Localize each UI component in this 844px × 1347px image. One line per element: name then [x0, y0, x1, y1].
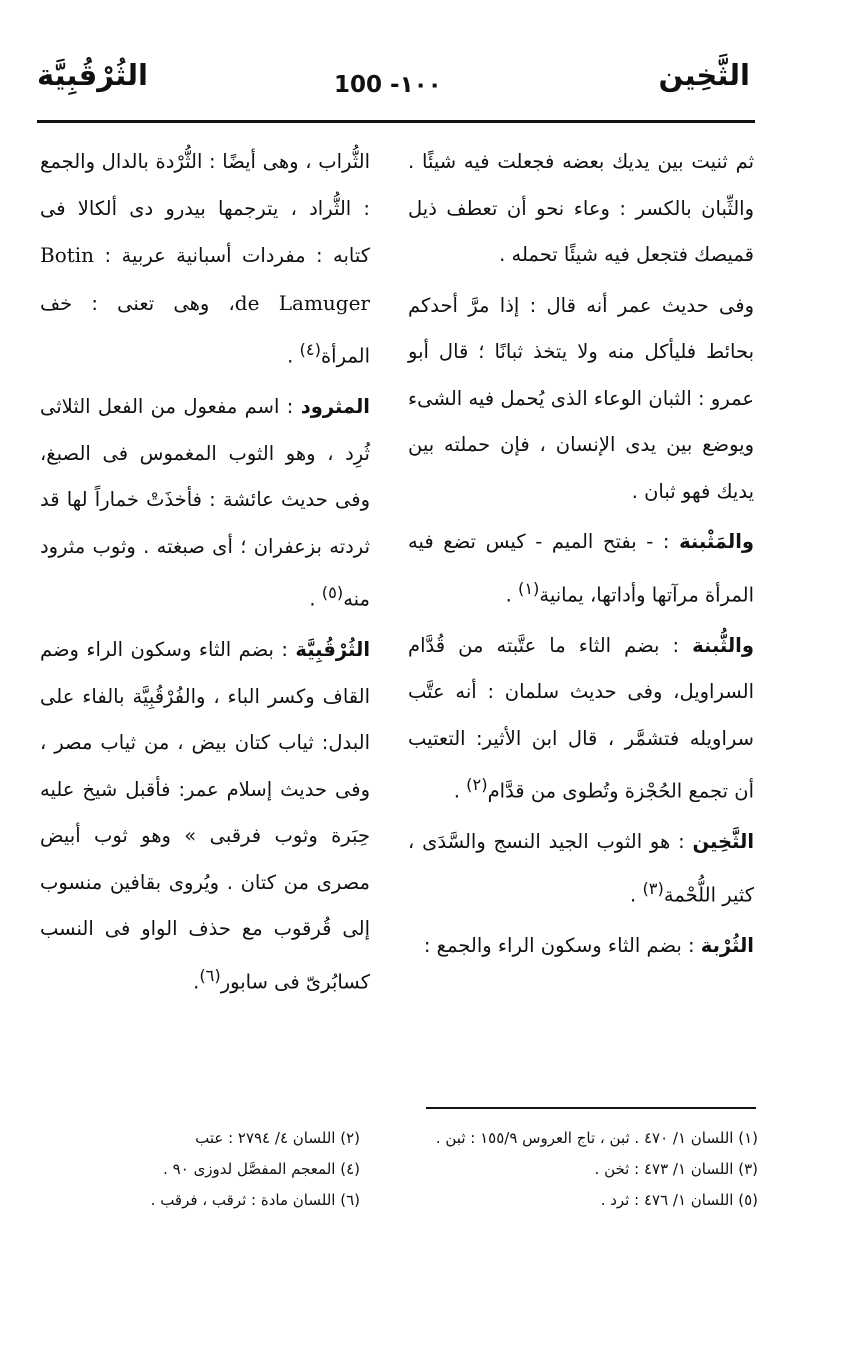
- footnote-ref: (٣): [642, 878, 664, 898]
- entry-term: المثرود: [300, 395, 370, 418]
- footnote-divider: [426, 1107, 756, 1109]
- footnote: (٢) اللسان ٤/ ٢٧٩٤ : عتب: [195, 1129, 360, 1147]
- footnotes-left: [151, 1123, 360, 1216]
- entry-term: والمَثْبنة: [679, 530, 754, 553]
- entry: [408, 623, 754, 816]
- footnote: (١) اللسان ١/ ٤٧٠ . ثبن ، تاج العروس ١٥٥/٩ : ثبن .: [435, 1129, 758, 1147]
- entry-term: والثُّبنة: [692, 633, 754, 657]
- paragraph-text: وفى حديث عمر أنه قال : إذا مرَّ أحدكم بحائط فليأكل منه ولا يتخذ ثبانًا ؛ قال أبو عمرو : الثبان الوعاء الذى يُحمل فيه الشىء ويوضع بين يدى الإنسان ، فإن حملته بين يديك فهو ثبان .: [408, 293, 754, 503]
- footnote-ref: (٥): [321, 583, 344, 602]
- entry-text: : بضم الثاء ما عتَّبته من قُدَّام السراويل، وفى حديث سلمان : أنه عتَّب سراويله فتشمَّر ، قال ابن الأثير: التعتيب أن تجمع الحُجْزة وتُطوى من قدَّام: [408, 633, 754, 803]
- punctuation: .: [193, 970, 200, 993]
- latin-phrase: Botin de Lamuger: [40, 243, 370, 315]
- paragraph-text: الثُّراب ، وهى أيضًا : الثُّرْدة بالدال والجمع : الثُّراد ، يترجمها بيدرو دى ألكالا فى كتابه : مفردات أسبانية عربية :: [40, 150, 370, 267]
- footnote-ref: (٢): [466, 775, 488, 794]
- punctuation: .: [630, 883, 643, 906]
- footnote-ref: (٤): [299, 340, 321, 359]
- entry: [40, 627, 370, 1006]
- paragraph-text: ، وهى تعنى : خف المرأة: [40, 291, 370, 368]
- header-term-right: الثَّخِين: [658, 58, 750, 92]
- footnote: (٤) المعجم المفصَّل لدوزى ٩٠ .: [163, 1160, 360, 1178]
- header-divider: [37, 120, 755, 123]
- entry-text: : بضم الثاء وسكون الراء والجمع :: [423, 933, 695, 957]
- entry-text: : بضم الثاء وسكون الراء وضم القاف وكسر الباء ، والفُرْقُبِيَّة بالفاء على البدل: ثياب كتان بيض ، من ثياب مصر ، وفى حديث إسلام عمر: فأقبل شيخ عليه حِبَرة وثوب فرقبى » وهو ثوب أبيض مصرى من كتان . ويُروى بقافين منسوب إلى قُرقوب مع حذف الواو فى النسب كسابُرىّ فى سابور: [40, 638, 370, 993]
- header-term-left: الثُرْقُبِيَّة: [37, 58, 148, 92]
- punctuation: .: [505, 583, 518, 606]
- entry: [40, 384, 370, 623]
- paragraph: [408, 283, 754, 516]
- footnote-ref: (٦): [199, 965, 221, 985]
- entry: [408, 519, 754, 619]
- footnote-ref: (١): [517, 578, 540, 598]
- punctuation: .: [287, 344, 300, 368]
- punctuation: .: [453, 779, 467, 803]
- left-column: [40, 139, 370, 1010]
- entry: [408, 923, 754, 970]
- entry-text: : هو الثوب الجيد النسج والسَّدَى ، كثير اللُّحْمة: [408, 830, 754, 906]
- footnote: (٦) اللسان مادة : ثرقب ، فرقب .: [150, 1191, 360, 1209]
- entry: [408, 819, 754, 919]
- entry-term: الثُرْبة: [700, 933, 754, 957]
- paragraph: [408, 139, 754, 279]
- paragraph-text: ثم ثنيت بين يديك بعضه فجعلت فيه شيئًا . والثِّبان بالكسر : وعاء نحو أن تعطف ذيل قميصك فتجعل فيه شيئًا تحمله .: [408, 150, 754, 266]
- right-column: [408, 139, 754, 973]
- entry-term: الثَّخِين: [692, 830, 754, 853]
- entry-text: : اسم مفعول من الفعل الثلاثى ثُرِد ، وهو الثوب المغموس فى الصبغ، وفى حديث عائشة : فأخذَتْ خماراً لها قد ثردته بزعفران ؛ أى صبغته . وثوب مثرود منه: [40, 395, 370, 611]
- entry-term: الثُرْقُبِيَّة: [295, 638, 371, 661]
- entry-text: : - بفتح الميم - كيس تضع فيه المرأة مرآتها وأداتها، يمانية: [408, 530, 754, 606]
- footnote: (٥) اللسان ١/ ٤٧٦ : ثرد .: [600, 1191, 758, 1209]
- page-number: 100 -١٠٠: [334, 72, 442, 98]
- paragraph: [40, 139, 370, 380]
- footnotes-right: [436, 1123, 758, 1216]
- footnote: (٣) اللسان ١/ ٤٧٣ : ثخن .: [594, 1160, 758, 1178]
- punctuation: .: [309, 587, 322, 611]
